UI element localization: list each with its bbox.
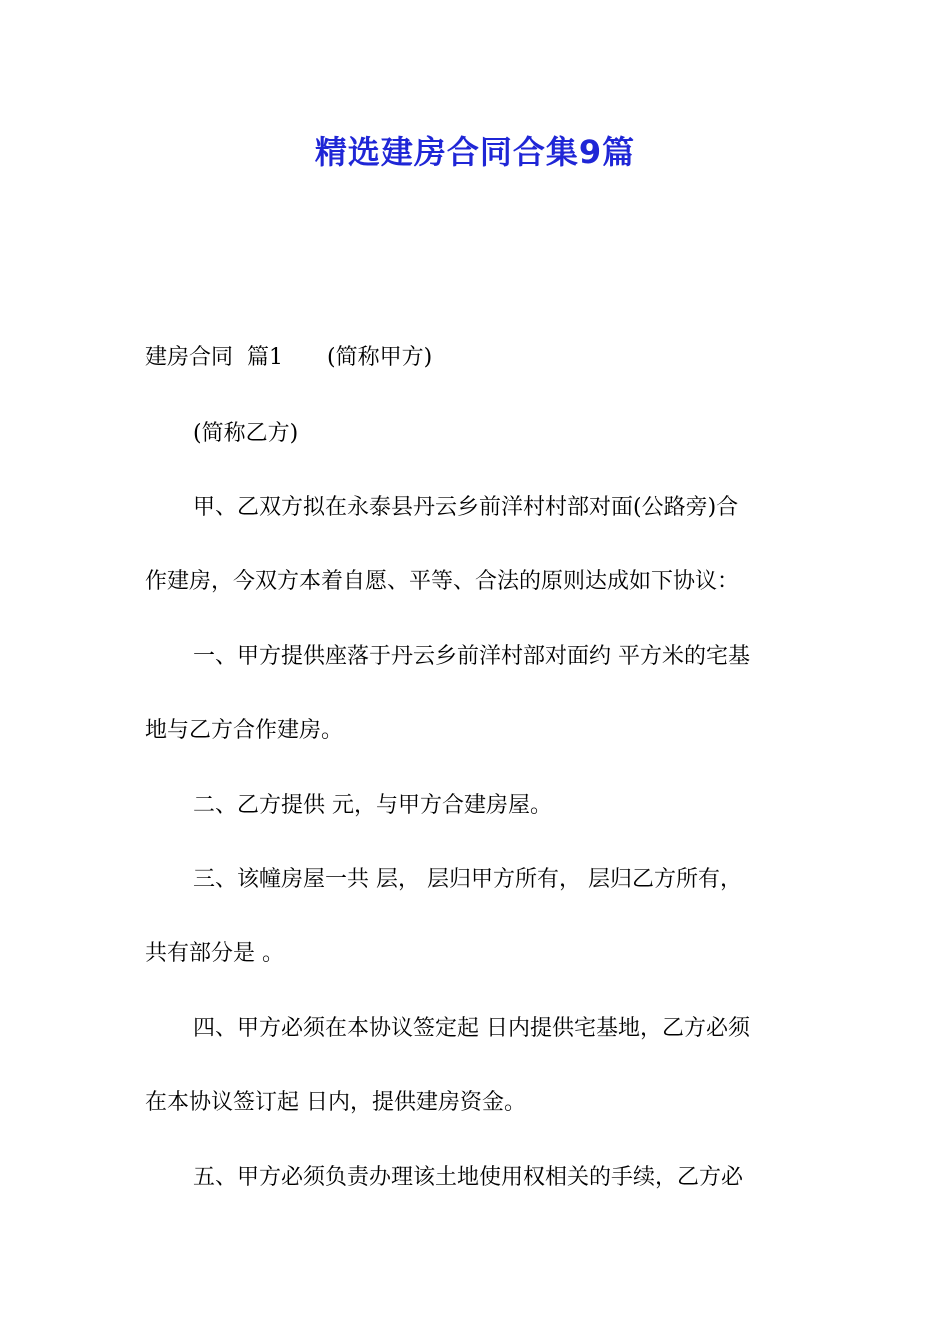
section-heading — [145, 342, 810, 374]
clause-4-line: 在本协议签订起 日内，提供建房资金。 — [145, 1090, 526, 1115]
clause-3-line: 三、该幢房屋一共 层， 层归甲方所有， 层归乙方所有， — [193, 867, 742, 892]
paragraph-line: 甲、乙双方拟在永泰县丹云乡前洋村村部对面(公路旁)合 — [193, 495, 739, 520]
clause-1-line: 一、甲方提供座落于丹云乡前洋村部对面约 平方米的宅基 — [193, 644, 750, 669]
clause-5-line: 五、甲方必须负责办理该土地使用权相关的手续，乙方必 — [193, 1165, 744, 1190]
party-b-line: (简称乙方) — [193, 421, 299, 446]
clause-1-line: 地与乙方合作建房。 — [145, 718, 344, 743]
heading-label: 建房合同 — [145, 345, 234, 370]
document-title: 精选建房合同合集9篇 — [314, 133, 636, 171]
clause-3-line: 共有部分是 。 — [145, 941, 284, 966]
party-a-label: (简称甲方) — [327, 345, 433, 370]
paragraph-line: 作建房，今双方本着自愿、平等、合法的原则达成如下协议： — [145, 569, 740, 594]
heading-section: 篇1 — [247, 345, 284, 370]
clause-2-line: 二、乙方提供 元，与甲方合建房屋。 — [193, 793, 552, 818]
clause-4-line: 四、甲方必须在本协议签定起 日内提供宅基地，乙方必须 — [193, 1016, 750, 1041]
